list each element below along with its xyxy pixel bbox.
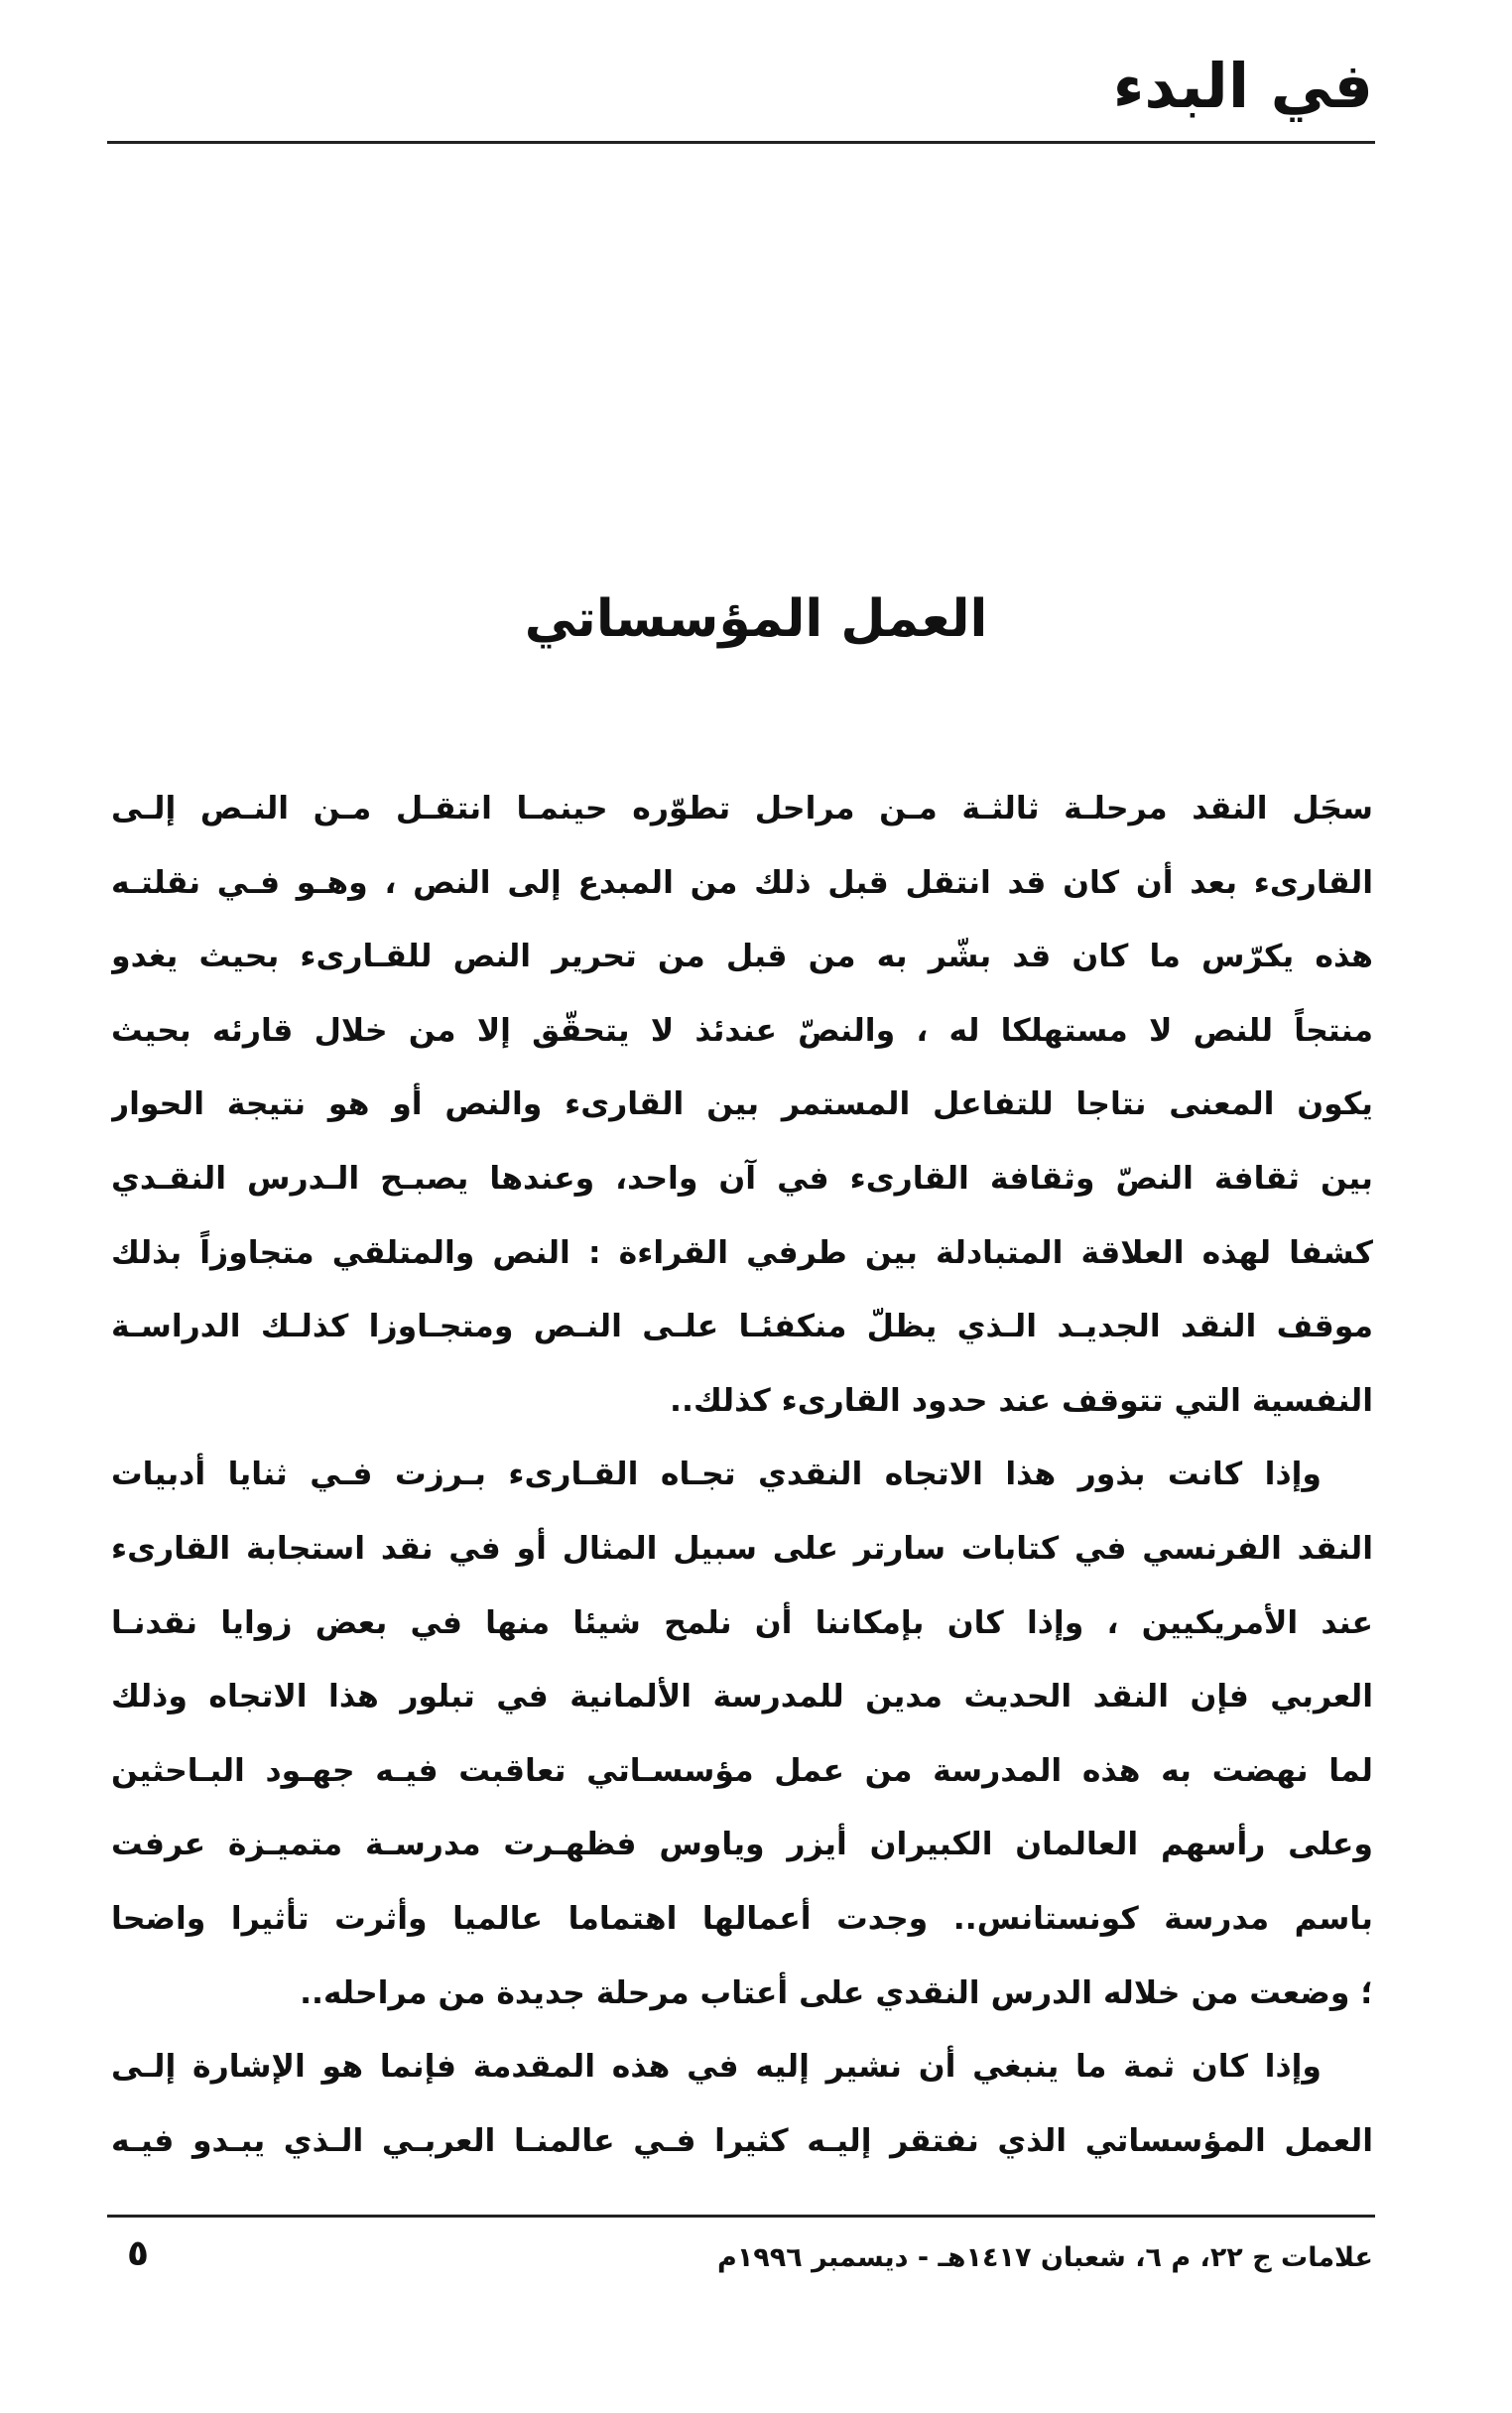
article-title: العمل المؤسساتي	[524, 589, 988, 649]
body-line: العربي فإن النقد الحديث مدين للمدرسة الألمانية في تبلور هذا الاتجاه وذلك	[111, 1679, 1373, 1715]
running-header-title: في البدء	[1112, 50, 1373, 122]
footer-divider	[107, 2215, 1375, 2218]
body-line: منتجاً للنص لا مستهلكا له ، والنصّ عندئذ لا يتحقّق إلا من خلال قارئه بحيث	[111, 1012, 1373, 1049]
body-line: سجَل النقد مرحلـة ثالثـة مـن مراحل تطوّره حينمـا انتقـل مـن النـص إلـى	[111, 791, 1373, 826]
body-line: النفسية التي تتوقف عند حدود القارىء كذلك..	[670, 1382, 1373, 1419]
body-line: باسم مدرسة كونستانس.. وجدت أعمالها اهتماما عالميا وأثرت تأثيرا واضحا	[111, 1900, 1373, 1937]
body-line: هذه يكرّس ما كان قد بشّر به من قبل من تحرير النص للقـارىء بحيث يغدو	[111, 939, 1373, 975]
body-line: لما نهضت به هذه المدرسة من عمل مؤسسـاتي تعاقبت فيـه جهـود البـاحثين	[111, 1752, 1373, 1789]
body-line: كشفا لهذه العلاقة المتبادلة بين طرفي القراءة : النص والمتلقي متجاوزاً بذلك	[111, 1234, 1373, 1271]
body-line: النقد الفرنسي في كتابات سارتر على سبيل المثال أو في نقد استجابة القارىء	[111, 1530, 1373, 1567]
body-line: ؛ وضعت من خلاله الدرس النقدي على أعتاب مرحلة جديدة من مراحله..	[300, 1974, 1373, 2011]
article-body	[111, 772, 1373, 2178]
body-line: وعلى رأسهم العالمان الكبيران أيزر وياوس فظهـرت مدرسـة متميـزة عرفت	[111, 1827, 1373, 1863]
page-number: ٥	[127, 2233, 149, 2274]
body-line: يكون المعنى نتاجا للتفاعل المستمر بين القارىء والنص أو هو نتيجة الحوار	[111, 1086, 1373, 1123]
body-line: موقف النقد الجديـد الـذي يظلّ منكفئـا علـى النـص ومتجـاوزا كذلـك الدراسـة	[111, 1309, 1373, 1345]
body-line: عند الأمريكيين ، وإذا كان بإمكاننا أن نلمح شيئا منها في بعض زوايا نقدنـا	[111, 1604, 1373, 1641]
body-line: وإذا كان ثمة ما ينبغي أن نشير إليه في هذه المقدمة فإنما هو الإشارة إلـى	[111, 2049, 1322, 2086]
journal-citation: علامات ج ٢٢، م ٦، شعبان ١٤١٧هـ - ديسمبر ١٩٩٦م	[717, 2242, 1373, 2273]
body-line: القارىء بعد أن كان قد انتقل قبل ذلك من المبدع إلى النص ، وهـو فـي نقلتـه	[111, 864, 1373, 901]
header-divider	[107, 141, 1375, 144]
body-line: وإذا كانت بذور هذا الاتجاه النقدي تجـاه القـارىء بـرزت فـي ثنايا أدبيات	[111, 1457, 1322, 1493]
body-line: بين ثقافة النصّ وثقافة القارىء في آن واحد، وعندها يصبـح الـدرس النقـدي	[111, 1160, 1373, 1197]
body-line: العمل المؤسساتي الذي نفتقر إليـه كثيرا فـي عالمنـا العربـي الـذي يبـدو فيـه	[111, 2122, 1373, 2159]
